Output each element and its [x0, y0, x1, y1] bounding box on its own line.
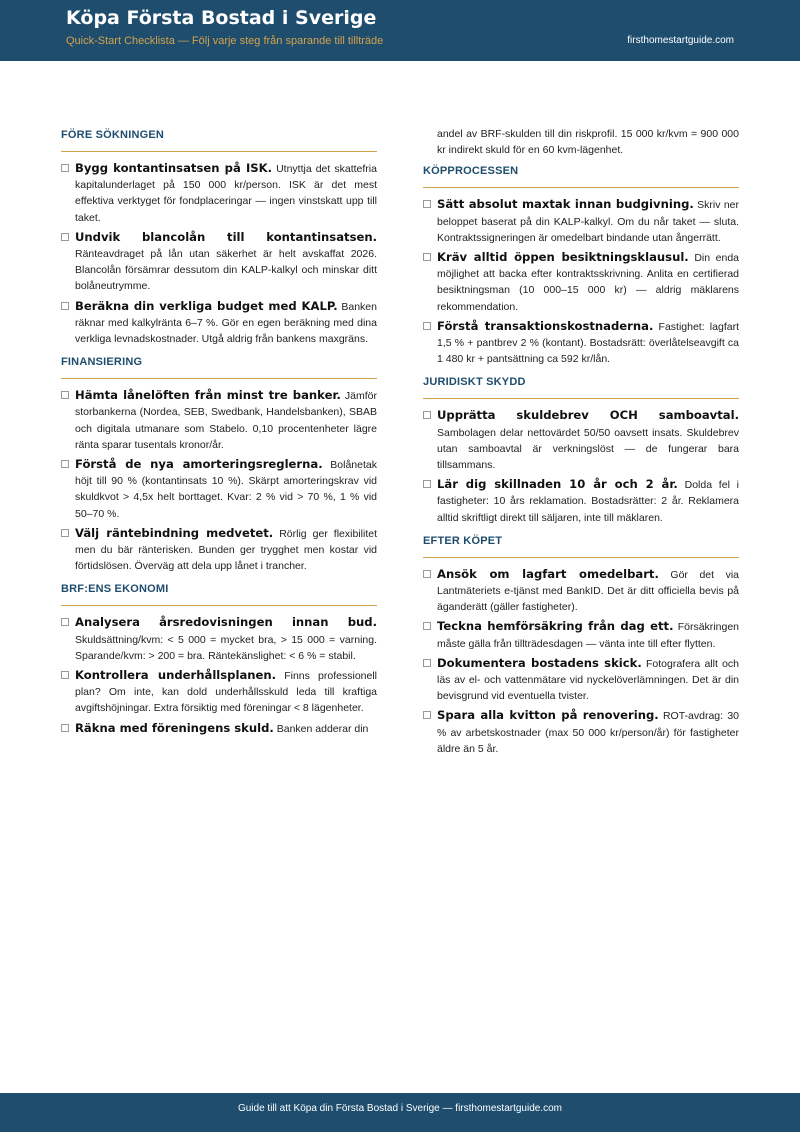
checklist-item [423, 566, 739, 616]
checklist-item-title: Välj räntebindning medvetet. [75, 525, 274, 540]
site-url: firsthomestartguide.com [627, 35, 734, 46]
section-heading: BRF:ENS EKONOMI [61, 583, 169, 596]
checklist-item-text: Skriv ner beloppet baserat på din KALP-kalkyl. Om du når taket — sluta. Kontraktssigneringen är omedelbart bindande utan ångerrätt. [437, 199, 739, 244]
checklist-item [61, 387, 377, 453]
section-heading: KÖPPROCESSEN [423, 165, 519, 178]
checklist-item-text: Bolånetak höjt till 90 % (kontantinsats 10 %). Skärpt amorteringskrav vid skuldkvot > 4,5x helt borttaget. Kvar: 2 % vid > 70 %, 1 % vid 50–70 %. [75, 459, 377, 520]
checkbox-icon[interactable] [61, 618, 69, 626]
section-divider [423, 187, 739, 188]
checklist-item [61, 456, 377, 522]
checklist-item-title: Ansök om lagfart omedelbart. [437, 566, 659, 581]
checklist-item [61, 298, 377, 348]
checklist-item-title: Dokumentera bostadens skick. [437, 655, 642, 670]
checklist-item-text: Banken räknar med kalkylränta 6–7 %. Gör en egen beräkning med dina verkliga levnadskostnader. Utgå aldrig från bankens maxgräns. [75, 300, 377, 346]
checklist-item [423, 318, 739, 368]
section-heading: FÖRE SÖKNINGEN [61, 129, 165, 141]
checkbox-icon[interactable] [423, 411, 431, 419]
checkbox-icon[interactable] [61, 164, 69, 172]
checklist-item [61, 229, 377, 295]
checklist-item-text: ROT-avdrag: 30 % av arbetskostnader (max 50 000 kr/person/år) för fastigheter äldre än 5 år. [437, 710, 739, 755]
section-divider [423, 557, 739, 558]
checklist-item [423, 407, 739, 473]
checkbox-icon[interactable] [61, 302, 69, 310]
section-heading: EFTER KÖPET [423, 534, 503, 547]
section-heading: FINANSIERING [61, 356, 143, 369]
left-column [61, 128, 377, 745]
checkbox-icon[interactable] [61, 724, 69, 732]
checkbox-icon[interactable] [423, 659, 431, 667]
checklist-item [423, 196, 739, 246]
page-title: Köpa Första Bostad i Sverige [66, 7, 377, 29]
checklist-item-title: Upprätta skuldebrev OCH samboavtal. [437, 408, 739, 423]
checklist-item [423, 707, 739, 757]
checklist-item [423, 249, 739, 315]
checklist-item-title: Teckna hemförsäkring från dag ett. [437, 619, 674, 634]
checklist-item [61, 720, 377, 737]
checklist-item-text: Rörlig ger flexibilitet men du bär ränterisken. Bunden ger trygghet men kostar vid förtidslösen. Överväg att dela upp lånet i trancher. [75, 527, 377, 573]
checklist-item [423, 618, 739, 651]
checkbox-icon[interactable] [423, 200, 431, 208]
checkbox-icon[interactable] [423, 622, 431, 630]
section-divider [423, 398, 739, 399]
checklist-item [423, 655, 739, 705]
section-heading: JURIDISKT SKYDD [423, 376, 526, 389]
checklist-item-title: Bygg kontantinsatsen på ISK. [75, 161, 272, 175]
continued-item-text: andel av BRF-skulden till din riskprofil. 15 000 kr/kvm = 900 000 kr indirekt skuld för en 60 kvm-lägenhet. [437, 128, 739, 157]
checklist-item-title: Förstå de nya amorteringsreglerna. [75, 457, 323, 472]
checklist-item [423, 476, 739, 526]
checkbox-icon[interactable] [61, 671, 69, 679]
checklist-item-text: Dolda fel i fastigheter: 10 års reklamation. Bostadsrätter: 2 år. Reklamera alltid skriftligt direkt till säljaren, inte till mäklaren. [437, 479, 739, 524]
checklist-item [61, 667, 377, 717]
checkbox-icon[interactable] [61, 529, 69, 537]
checkbox-icon[interactable] [61, 391, 69, 399]
checkbox-icon[interactable] [423, 711, 431, 719]
section-divider [61, 378, 377, 379]
checklist-section [61, 582, 377, 736]
section-divider [61, 151, 377, 152]
checklist-item-text: Fotografera allt och läs av el- och vattenmätare vid nyckelöverlämningen. Det är din bevisgrund vid eventuella tvister. [437, 657, 739, 703]
checklist-item-text: Sambolagen delar nettovärdet 50/50 oavsett insats. Skuldebrev utan samboavtal är verkningslöst — de fungerar bara tillsammans. [437, 426, 739, 472]
checkbox-icon[interactable] [61, 233, 69, 241]
checklist-item-text: Gör det via Lantmäteriets e-tjänst med BankID. Det är ditt officiella bevis på äganderätt (gäller fastigheter). [437, 568, 740, 614]
checklist-section [61, 355, 377, 574]
checklist-item-text: Din enda möjlighet att backa efter kontraktsskrivning. Anlita en certifierad besiktningsman (10 000–15 000 kr) — aldrig mäklarens rekommendation. [437, 252, 740, 313]
checklist-item-text: Fastighet: lagfart 1,5 % + pantbrev 2 % (kontant). Bostadsrätt: överlåtelseavgift ca 1 480 kr + pantsättning ca 592 kr/lån. [437, 320, 739, 366]
checkbox-icon[interactable] [423, 322, 431, 330]
checklist-item [61, 614, 377, 664]
checklist-item-title: Sätt absolut maxtak innan budgivning. [437, 197, 694, 212]
checklist-item-title: Räkna med föreningens skuld. [75, 720, 274, 735]
checklist-item-text: Banken adderar din [276, 722, 369, 735]
checkbox-icon[interactable] [423, 480, 431, 488]
checklist-item-text: Finns professionell plan? Om inte, kan dold underhållsskuld leda till kraftiga avgiftshöjningar. Extra försiktig med föreningar < 8 lägenheter. [75, 670, 378, 715]
checklist-section [423, 534, 739, 757]
section-divider [61, 605, 377, 606]
checklist-item-title: Analysera årsredovisningen innan bud. [75, 615, 377, 630]
checklist-item-text: Försäkringen måste gälla från tillträdesdagen — vänta inte till efter flytten. [437, 621, 739, 650]
checkbox-icon[interactable] [423, 570, 431, 578]
footer-text: Guide till att Köpa din Första Bostad i Sverige — firsthomestartguide.com [237, 1103, 563, 1114]
footer-banner [0, 1093, 800, 1132]
checklist-item-title: Spara alla kvitton på renovering. [437, 708, 659, 723]
checklist-item-text: Skuldsättning/kvm: < 5 000 = mycket bra, > 15 000 = varning. Sparande/kvm: > 200 = bra. Räntekänslighet: < 6 % = stabil. [75, 633, 377, 662]
checklist-item-title: Förstå transaktionskostnaderna. [437, 318, 654, 333]
checklist-section [423, 164, 739, 367]
checklist-item-text: Jämför storbankerna (Nordea, SEB, Swedbank, Handelsbanken), SBAB och digitala utmanare som Stabelo. 0,10 procentenheter lägre ränta sparar tusentals kronor/år. [75, 390, 378, 451]
checklist-item-title: Hämta lånelöften från minst tre banker. [75, 388, 341, 403]
checklist-item-title: Kräv alltid öppen besiktningsklausul. [437, 250, 689, 265]
checklist-item-text: Ränteavdraget på lån utan säkerhet är helt avskaffat 2026. Blancolån försämrar dessutom din KALP-kalkyl och minskar ditt bolåneutrymme. [75, 248, 377, 293]
checklist-item [61, 525, 377, 575]
checkbox-icon[interactable] [423, 253, 431, 261]
checklist-item-text: Utnyttja det skattefria kapitalunderlaget på 150 000 kr/person. ISK är det mest effektiva verktyget för fondplaceringar — ingen vinstskatt upp till taket. [75, 163, 377, 224]
checkbox-icon[interactable] [61, 460, 69, 468]
checklist-item-title: Beräkna din verkliga budget med KALP. [75, 298, 338, 313]
page-subtitle: Quick-Start Checklista — Följ varje steg från sparande till tillträde [66, 35, 384, 47]
checklist-item-title: Kontrollera underhållsplanen. [75, 668, 277, 683]
checklist-section [423, 375, 739, 525]
right-column [423, 128, 739, 765]
checklist-section [61, 128, 377, 347]
checklist-item-title: Lär dig skillnaden 10 år och 2 år. [437, 477, 678, 492]
header-banner [0, 0, 800, 61]
checklist-item [61, 160, 377, 226]
checklist-item-title: Undvik blancolån till kontantinsatsen. [75, 229, 377, 244]
